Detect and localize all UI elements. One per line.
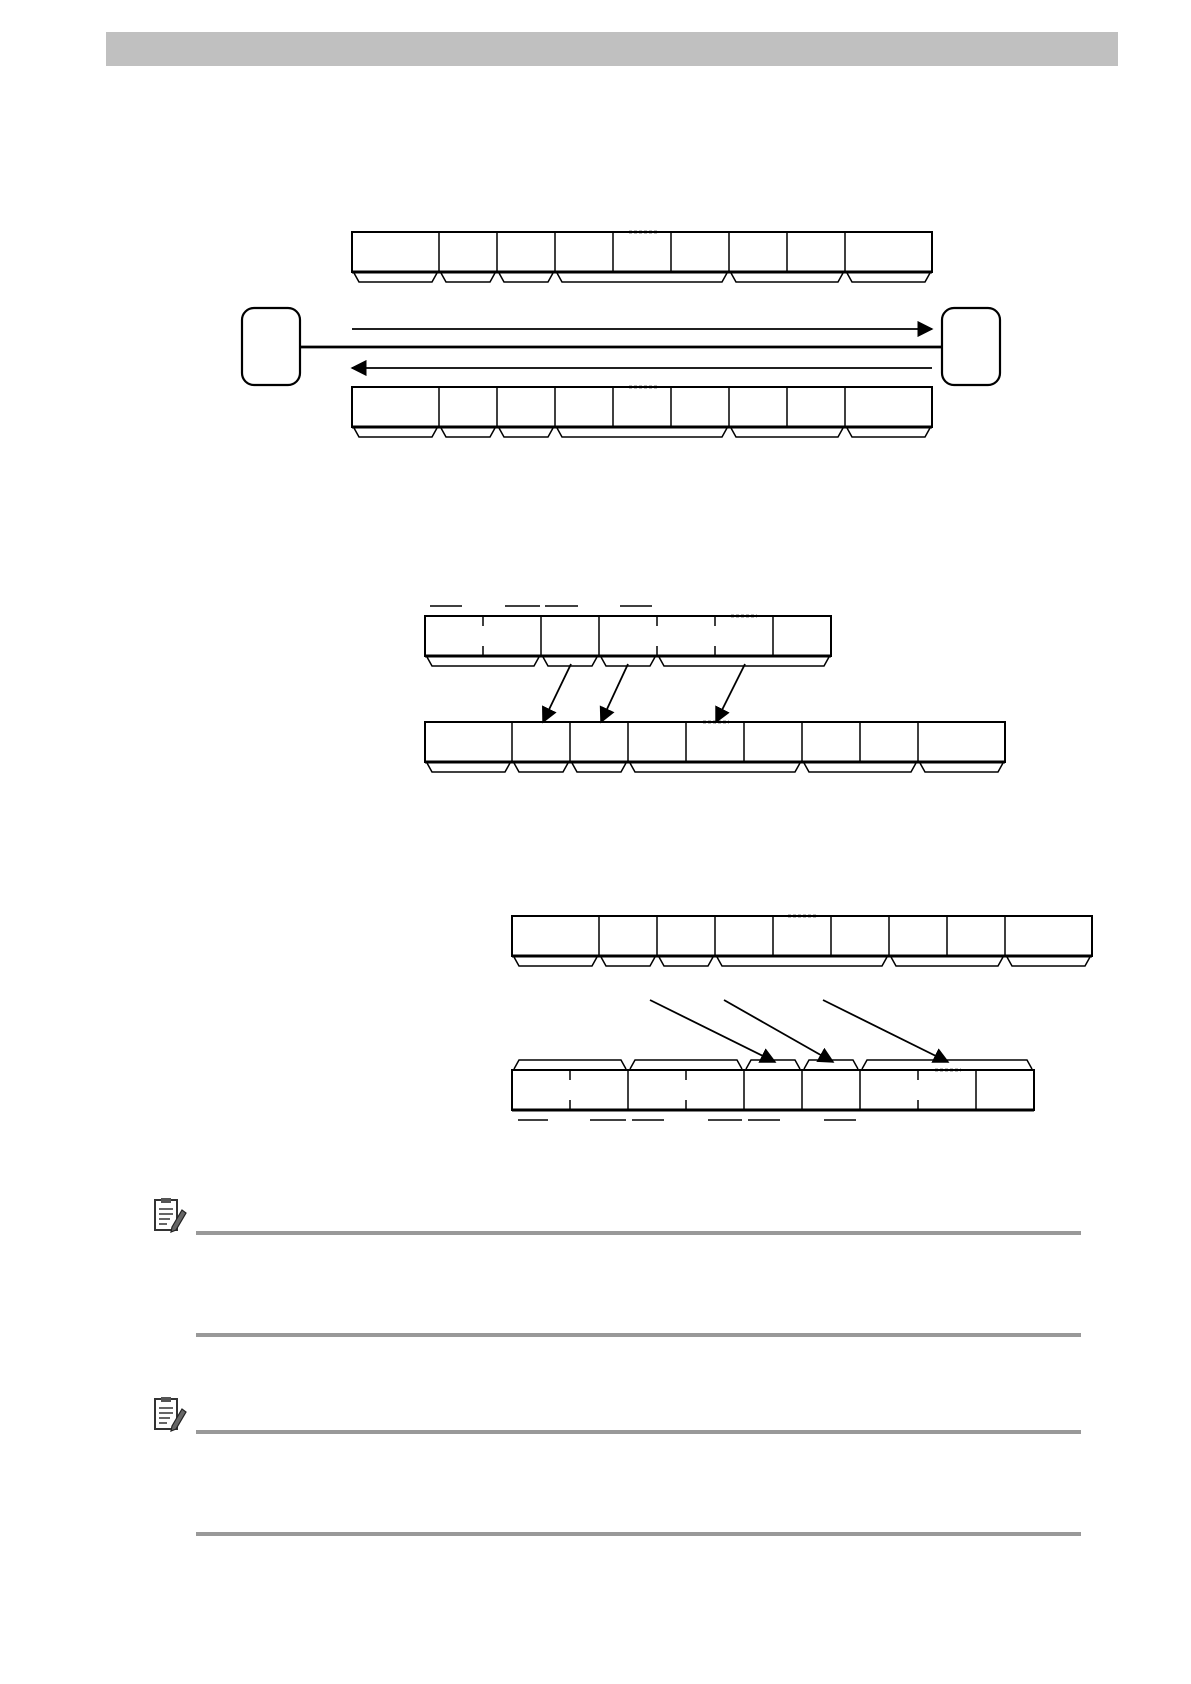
- field-group-bracket: [891, 957, 1003, 966]
- node-right: [942, 308, 1000, 385]
- field-group-bracket: [601, 957, 655, 966]
- middle-frame: [425, 722, 1005, 772]
- frame-outline: [425, 616, 831, 656]
- field-group-bracket: [1007, 957, 1090, 966]
- field-group-bracket: [441, 428, 495, 437]
- command-frame: [352, 232, 932, 282]
- note-icon: [153, 1197, 187, 1233]
- field-group-bracket: [847, 428, 930, 437]
- field-group-bracket: [354, 273, 437, 282]
- mapping-arrow-1: [543, 664, 571, 722]
- field-group-bracket: [731, 273, 843, 282]
- field-group-bracket: [514, 763, 568, 772]
- field-group-bracket: [920, 763, 1003, 772]
- field-group-bracket: [630, 1060, 742, 1069]
- field-group-bracket: [717, 957, 887, 966]
- field-group-bracket: [514, 1060, 626, 1069]
- field-group-bracket: [847, 273, 930, 282]
- bottom-frame: [512, 916, 1092, 966]
- field-group-bracket: [572, 763, 626, 772]
- field-group-bracket: [659, 957, 713, 966]
- mapping-arrow-2: [601, 664, 628, 722]
- field-group-bracket: [427, 763, 510, 772]
- frame-outline: [512, 1070, 1034, 1110]
- field-group-bracket: [731, 428, 843, 437]
- mapping-arrow-6: [823, 1000, 948, 1062]
- field-group-bracket: [514, 957, 597, 966]
- node-left: [242, 308, 300, 385]
- note-icon: [153, 1396, 187, 1432]
- mapping-arrow-3: [716, 664, 745, 722]
- field-group-bracket: [804, 763, 916, 772]
- destination-data-frame: [512, 1060, 1034, 1120]
- field-group-bracket: [557, 273, 727, 282]
- field-group-bracket: [441, 273, 495, 282]
- field-group-bracket: [427, 657, 539, 666]
- field-group-bracket: [630, 763, 800, 772]
- mapping-arrow-4: [650, 1000, 775, 1062]
- field-group-bracket: [557, 428, 727, 437]
- field-group-bracket: [499, 428, 553, 437]
- response-frame: [352, 387, 932, 437]
- mapping-arrow-5: [724, 1000, 833, 1062]
- field-group-bracket: [499, 273, 553, 282]
- source-data-frame: [425, 606, 831, 666]
- field-group-bracket: [354, 428, 437, 437]
